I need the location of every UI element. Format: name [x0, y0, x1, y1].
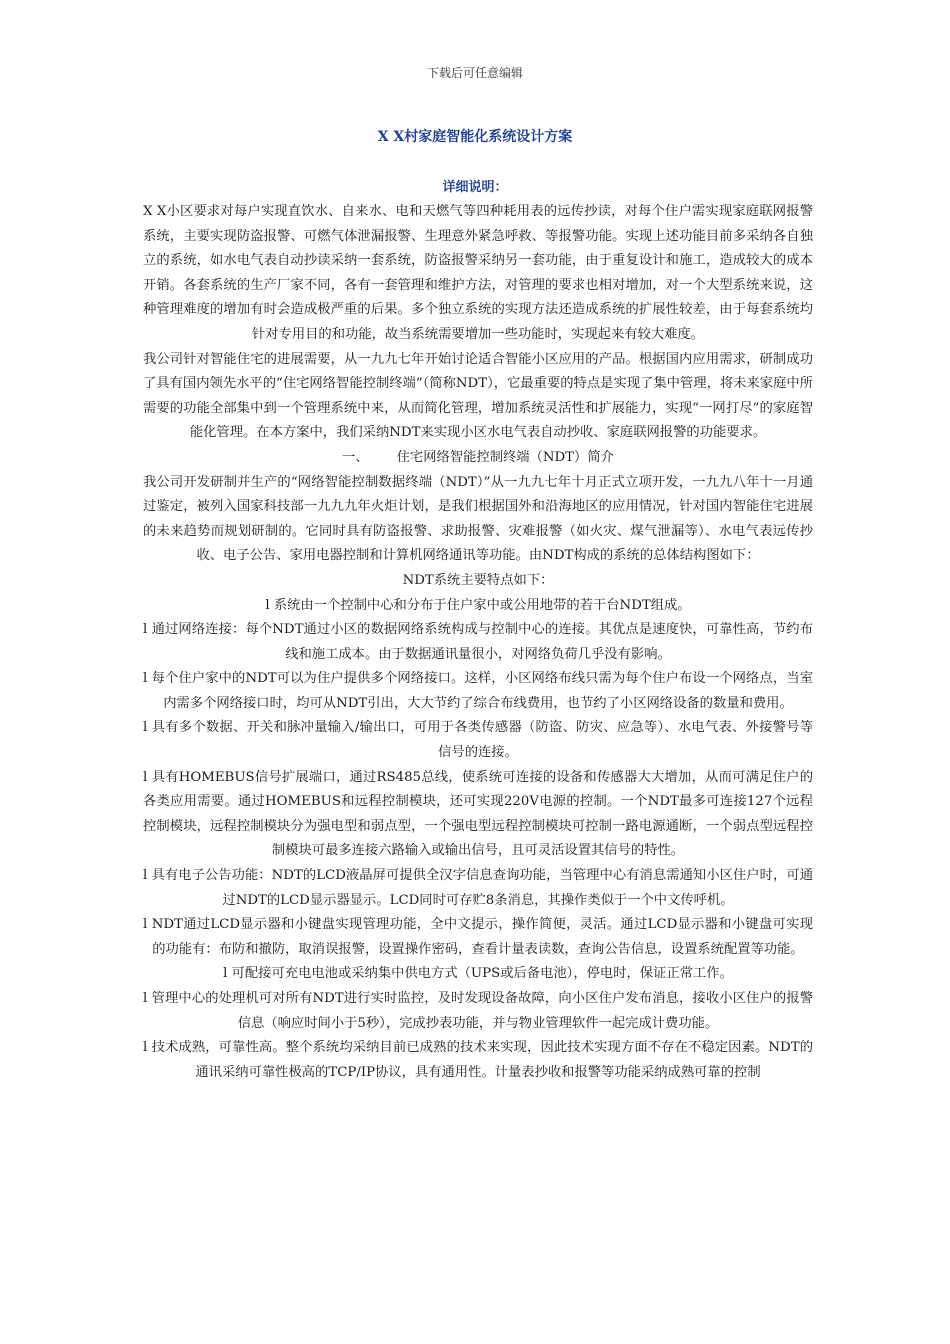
subheading-number: 一、 [342, 449, 369, 465]
paragraph-features-intro: NDT系统主要特点如下： [402, 572, 554, 588]
paragraph-ndt-overview: 我公司开发研制并生产的“网络智能控制数据终端（NDT）”从一九九七年十月正式立项开发，一九九八年十一月通过鉴定，被列入国家科技部一九九九年火炬计划，是我们根据国外和沿海地区的应用情况，针对国内智能住宅进展的未来趋势而规划研制的。它同时具有防盗报警、求助报警、灾难报警（如火灾、煤气泄漏等）、水电气表远传抄收、电子公告、家用电器控制和计算机网络通讯等功能。由NDT构成的系统的总体结构图如下： [143, 474, 813, 564]
paragraph-intro: X X小区要求对每户实现直饮水、自来水、电和天燃气等四种耗用表的远传抄读，对每个住户需实现家庭联网报警系统，主要实现防盗报警、可燃气体泄漏报警、生理意外紧急呼救、等报警功能。实现上述功能目前多采纳各自独立的系统，如水电气表自动抄读采纳一套系统，防盗报警采纳另一套功能，由于重复设计和施工，造成较大的成本开销。各套系统的生产厂家不同，各有一套管理和维护方法，对管理的要求也相对增加，对一个大型系统来说，这种管理难度的增加有时会造成极严重的后果。多个独立系统的实现方法还造成系统的扩展性较差，由于每套系统均针对专用目的和功能，故当系统需要增加一些功能时，实现起来有较大难度。 [143, 204, 813, 342]
feature-item: l 系统由一个控制中心和分布于住户家中或公用地带的若干台NDT组成。 [265, 597, 691, 613]
paragraph-company: 我公司针对智能住宅的进展需要，从一九九七年开始讨论适合智能小区应用的产品。根据国内应用需求，研制成功了具有国内领先水平的“住宅网络智能控制终端”（简称NDT），它最重要的特点是实现了集中管理，将未来家庭中所需要的功能全部集中到一个管理系统中来，从而简化管理，增加系统灵活性和扩展能力，实现“一网打尽”的家庭智能化管理。在本方案中，我们采纳NDT来实现小区水电气表自动抄收、家庭联网报警的功能要求。 [143, 351, 813, 441]
document-body [143, 200, 813, 1085]
feature-item: l 具有HOMEBUS信号扩展端口，通过RS485总线，使系统可连接的设备和传感器大大增加，从而可满足住户的各类应用需要。通过HOMEBUS和远程控制模块，还可实现220V电源的控制。一个NDT最多可连接127个远程控制模块，远程控制模块分为强电型和弱点型，一个强电型远程控制模块可控制一路电源通断，一个弱点型远程控制模块可最多连接六路输入或输出信号，且可灵活设置其信号的特性。 [143, 769, 813, 859]
feature-item: l NDT通过LCD显示器和小键盘实现管理功能，全中文提示，操作简便，灵活。通过LCD显示器和小键盘可实现的功能有：布防和撤防，取消误报警，设置操作密码，查看计量表读数，查询公告信息，设置系统配置等功能。 [143, 917, 813, 957]
feature-item: l 具有电子公告功能：NDT的LCD液晶屏可提供全汉字信息查询功能，当管理中心有消息需通知小区住户时，可通过NDT的LCD显示器显示。LCD同时可存贮8条消息，其操作类似于一个中文传呼机。 [143, 868, 813, 908]
feature-item: l 通过网络连接：每个NDT通过小区的数据网络系统构成与控制中心的连接。其优点是速度快，可靠性高，节约布线和施工成本。由于数据通讯量很小，对网络负荷几乎没有影响。 [143, 622, 813, 662]
feature-item: l 管理中心的处理机可对所有NDT进行实时监控，及时发现设备故障，向小区住户发布消息，接收小区住户的报警信息（响应时间小于5秒），完成抄表功能，并与物业管理软件一起完成计费功能。 [143, 991, 813, 1031]
page-header-note: 下载后可任意编辑 [426, 66, 523, 80]
subheading-ndt [143, 446, 813, 471]
feature-item: l 每个住户家中的NDT可以为住户提供多个网络接口。这样，小区网络布线只需为每个住户布设一个网络点，当室内需多个网络接口时，均可从NDT引出，大大节约了综合布线费用，也节约了小区网络设备的数量和费用。 [143, 671, 813, 711]
feature-item: l 可配接可充电电池或采纳集中供电方式（UPS或后备电池），停电时，保证正常工作。 [223, 966, 733, 982]
subheading-text: 住宅网络智能控制终端（NDT）简介 [396, 449, 614, 465]
document-title: X X村家庭智能化系统设计方案 [377, 129, 573, 145]
feature-item: l 具有多个数据、开关和脉冲量输入/输出口，可用于各类传感器（防盗、防灾、应急等）、水电气表、外接警号等信号的连接。 [143, 720, 813, 761]
section-label: 详细说明： [442, 180, 508, 195]
feature-item: l 技术成熟，可靠性高。整个系统均采纳目前已成熟的技术来实现，因此技术实现方面不存在不稳定因素。NDT的通讯采纳可靠性极高的TCP/IP协议，具有通用性。计量表抄收和报警等功能采纳成熟可靠的控制 [143, 1040, 813, 1080]
